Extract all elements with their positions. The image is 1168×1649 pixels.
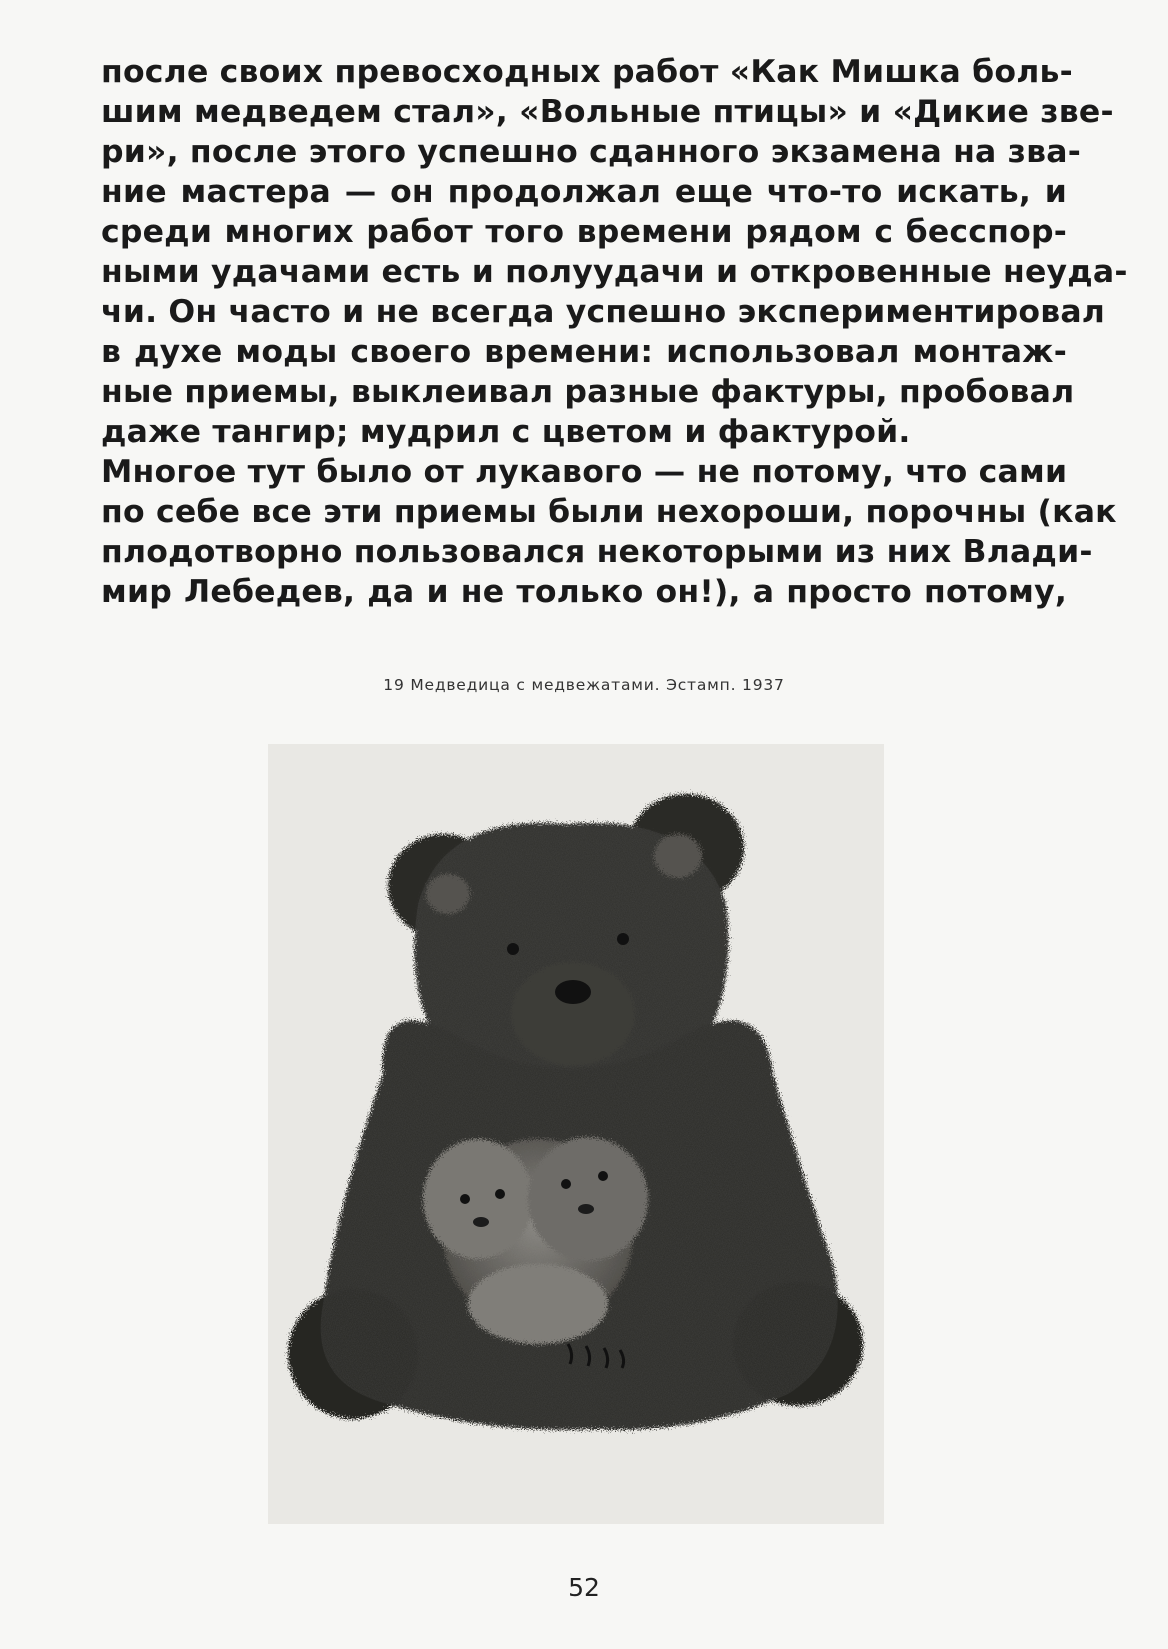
bear-print-drawing — [268, 744, 884, 1524]
figure-caption: 19 Медведица с медвежатами. Эстамп. 1937 — [383, 676, 785, 694]
body-text — [101, 52, 1128, 612]
text-line: ные приемы, выклеивал разные фактуры, пробовал — [101, 374, 1075, 410]
text-line: Многое тут было от лукавого — не потому, что сами — [101, 454, 1068, 490]
text-line: мир Лебедев, да и не только он!), а просто потому, — [101, 574, 1067, 610]
page-number: 52 — [568, 1573, 600, 1602]
text-line: чи. Он часто и не всегда успешно экспериментировал — [101, 294, 1106, 330]
text-line: даже тангир; мудрил с цветом и фактурой. — [101, 414, 911, 450]
text-line: шим медведем стал», «Вольные птицы» и «Дикие зве- — [101, 94, 1114, 130]
text-line: ными удачами есть и полуудачи и откровенные неуда- — [101, 254, 1128, 290]
text-line: в духе моды своего времени: использовал монтаж- — [101, 334, 1067, 370]
text-line: ри», после этого успешно сданного экзамена на зва- — [101, 134, 1082, 170]
bear-illustration — [268, 744, 884, 1524]
text-line: ние мастера — он продолжал еще что-то искать, и — [101, 174, 1067, 210]
text-line: плодотворно пользовался некоторыми из них Влади- — [101, 534, 1093, 570]
text-line: после своих превосходных работ «Как Мишка боль- — [101, 54, 1073, 90]
text-line: по себе все эти приемы были нехороши, порочны (как — [101, 494, 1117, 530]
text-line: среди многих работ того времени рядом с бесспор- — [101, 214, 1067, 250]
